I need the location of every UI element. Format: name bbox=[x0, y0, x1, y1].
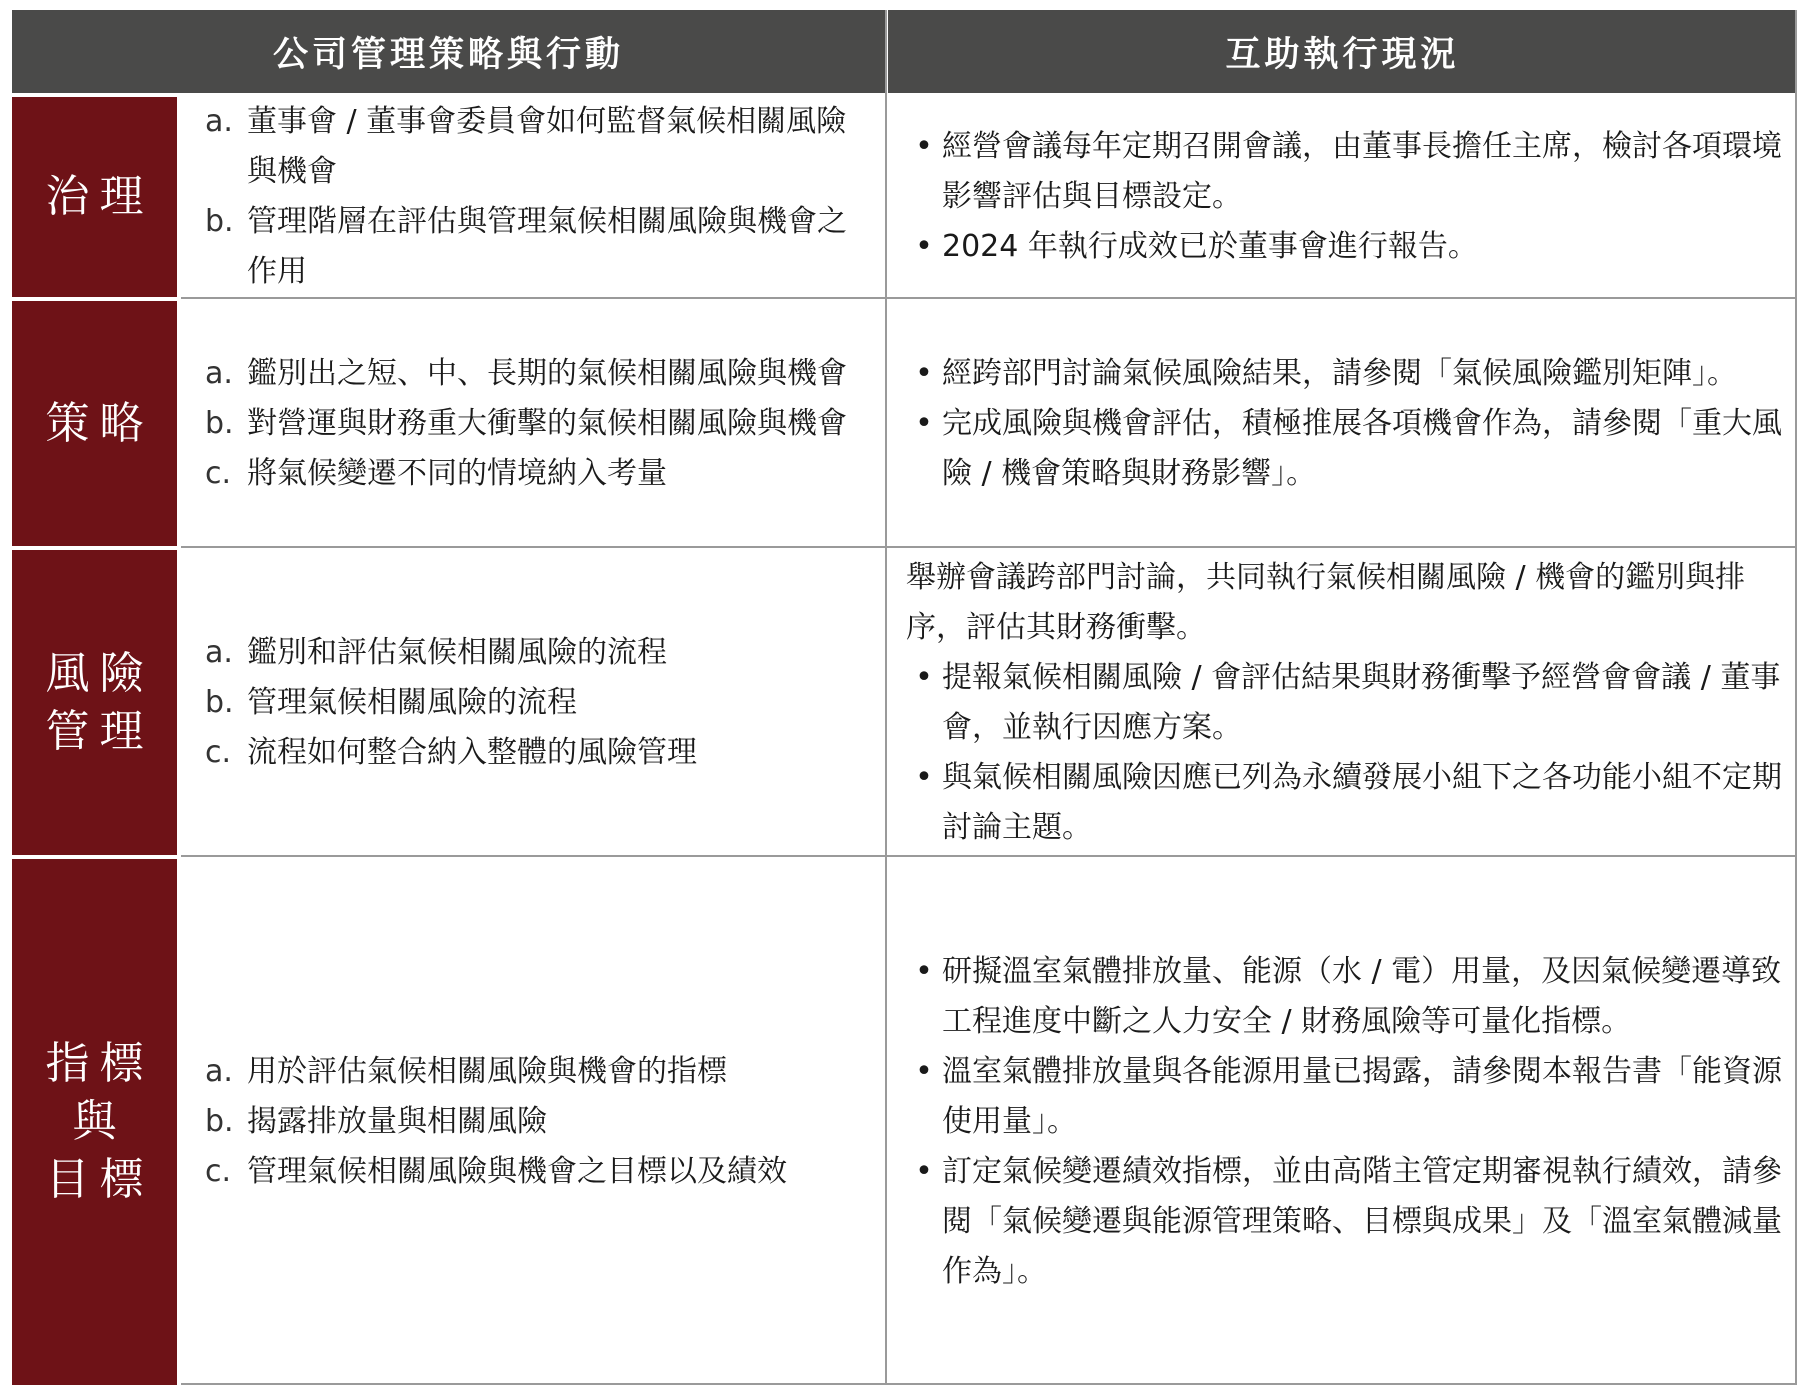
strategy-item bbox=[205, 1097, 873, 1147]
category-strategy bbox=[12, 301, 177, 546]
strategy-label: b. bbox=[205, 684, 234, 720]
status-item bbox=[906, 653, 1785, 753]
status-item bbox=[906, 122, 1785, 222]
category-line: 目標 bbox=[45, 1154, 154, 1205]
status-text: 研擬溫室氣體排放量、能源（水 / 電）用量，及因氣候變遷導致工程進度中斷之人力安全 / 財務風險等可量化指標。 bbox=[942, 954, 1782, 1039]
category-risk-management bbox=[12, 550, 177, 855]
strategy-cell-risk-management bbox=[181, 550, 883, 855]
bullet-icon: • bbox=[915, 954, 933, 989]
header-status: 互助執行現況 bbox=[888, 10, 1797, 93]
category-line: 與 bbox=[72, 1096, 127, 1147]
bottom-border bbox=[181, 1383, 1797, 1385]
status-cell-strategy bbox=[888, 301, 1797, 546]
bullet-icon: • bbox=[915, 355, 933, 391]
row-divider bbox=[181, 297, 1797, 299]
strategy-cell-metrics-targets bbox=[181, 859, 883, 1385]
category-line: 指標 bbox=[45, 1038, 154, 1089]
strategy-item bbox=[205, 678, 873, 728]
status-cell-governance bbox=[888, 97, 1797, 297]
strategy-text: 董事會 / 董事會委員會如何監督氣候相關風險與機會 bbox=[247, 104, 847, 189]
status-text: 經跨部門討論氣候風險結果，請參閱「氣候風險鑑別矩陣」。 bbox=[942, 355, 1737, 391]
strategy-label: b. bbox=[205, 204, 234, 239]
status-cell-risk-management bbox=[888, 550, 1797, 855]
strategy-label: a. bbox=[205, 104, 233, 139]
strategy-label: c. bbox=[205, 1154, 232, 1189]
status-item bbox=[906, 349, 1785, 399]
strategy-item bbox=[205, 399, 873, 449]
bullet-icon: • bbox=[915, 405, 933, 441]
status-item bbox=[906, 753, 1785, 853]
column-divider bbox=[885, 10, 887, 1385]
strategy-label: a. bbox=[205, 1054, 233, 1089]
bullet-icon: • bbox=[915, 659, 933, 695]
strategy-text: 鑑別出之短、中、長期的氣候相關風險與機會 bbox=[247, 355, 847, 391]
strategy-text: 管理氣候相關風險的流程 bbox=[247, 684, 577, 720]
strategy-item bbox=[205, 728, 873, 778]
status-item bbox=[906, 222, 1785, 272]
strategy-item bbox=[205, 197, 873, 297]
strategy-label: c. bbox=[205, 734, 232, 770]
status-intro: 舉辦會議跨部門討論，共同執行氣候相關風險 / 機會的鑑別與排序，評估其財務衝擊。 bbox=[906, 559, 1746, 645]
bullet-icon: • bbox=[915, 759, 933, 795]
strategy-item bbox=[205, 1147, 873, 1197]
strategy-label: c. bbox=[205, 455, 232, 491]
strategy-item bbox=[205, 1047, 873, 1097]
category-metrics-targets bbox=[12, 859, 177, 1385]
category-governance bbox=[12, 97, 177, 297]
status-text: 完成風險與機會評估，積極推展各項機會作為，請參閱「重大風險 / 機會策略與財務影響」。 bbox=[942, 405, 1782, 491]
strategy-cell-strategy bbox=[181, 301, 883, 546]
strategy-item bbox=[205, 628, 873, 678]
strategy-text: 揭露排放量與相關風險 bbox=[247, 1104, 547, 1139]
status-item bbox=[906, 1147, 1785, 1297]
strategy-text: 流程如何整合納入整體的風險管理 bbox=[247, 734, 697, 770]
strategy-item bbox=[205, 97, 873, 197]
status-text: 溫室氣體排放量與各能源用量已揭露，請參閱本報告書「能資源使用量」。 bbox=[942, 1054, 1782, 1139]
strategy-item bbox=[205, 349, 873, 399]
status-item bbox=[906, 399, 1785, 499]
strategy-text: 管理氣候相關風險與機會之目標以及績效 bbox=[247, 1154, 787, 1189]
status-text: 2024 年執行成效已於董事會進行報告。 bbox=[942, 229, 1478, 264]
bullet-icon: • bbox=[915, 129, 933, 164]
category-line: 風險 bbox=[45, 647, 154, 699]
status-text: 經營會議每年定期召開會議，由董事長擔任主席，檢討各項環境影響評估與目標設定。 bbox=[942, 129, 1782, 214]
bullet-icon: • bbox=[915, 1054, 933, 1089]
bullet-icon: • bbox=[915, 1154, 933, 1189]
status-item bbox=[906, 1047, 1785, 1147]
strategy-text: 鑑別和評估氣候相關風險的流程 bbox=[247, 634, 667, 670]
strategy-text: 用於評估氣候相關風險與機會的指標 bbox=[247, 1054, 727, 1089]
strategy-label: a. bbox=[205, 355, 233, 391]
header-strategy: 公司管理策略與行動 bbox=[12, 10, 885, 93]
category-line: 管理 bbox=[45, 705, 154, 757]
strategy-label: b. bbox=[205, 405, 234, 441]
bullet-icon: • bbox=[915, 229, 933, 264]
right-border bbox=[1795, 10, 1797, 1385]
status-text: 訂定氣候變遷績效指標，並由高階主管定期審視執行績效，請參閱「氣候變遷與能源管理策略、目標與成果」及「溫室氣體減量作為」。 bbox=[942, 1154, 1782, 1289]
row-divider bbox=[181, 855, 1797, 857]
strategy-cell-governance bbox=[181, 97, 883, 297]
status-text: 與氣候相關風險因應已列為永續發展小組下之各功能小組不定期討論主題。 bbox=[942, 759, 1782, 845]
status-cell-metrics-targets bbox=[888, 859, 1797, 1385]
status-item bbox=[906, 947, 1785, 1047]
strategy-label: b. bbox=[205, 1104, 234, 1139]
category-line: 治理 bbox=[45, 171, 154, 222]
strategy-text: 對營運與財務重大衝擊的氣候相關風險與機會 bbox=[247, 405, 847, 441]
strategy-label: a. bbox=[205, 634, 233, 670]
status-text: 提報氣候相關風險 / 會評估結果與財務衝擊予經營會會議 / 董事會，並執行因應方案。 bbox=[942, 659, 1781, 745]
strategy-text: 將氣候變遷不同的情境納入考量 bbox=[247, 455, 667, 491]
strategy-text: 管理階層在評估與管理氣候相關風險與機會之作用 bbox=[247, 204, 847, 289]
strategy-item bbox=[205, 449, 873, 499]
row-divider bbox=[181, 546, 1797, 548]
category-line: 策略 bbox=[45, 397, 154, 449]
